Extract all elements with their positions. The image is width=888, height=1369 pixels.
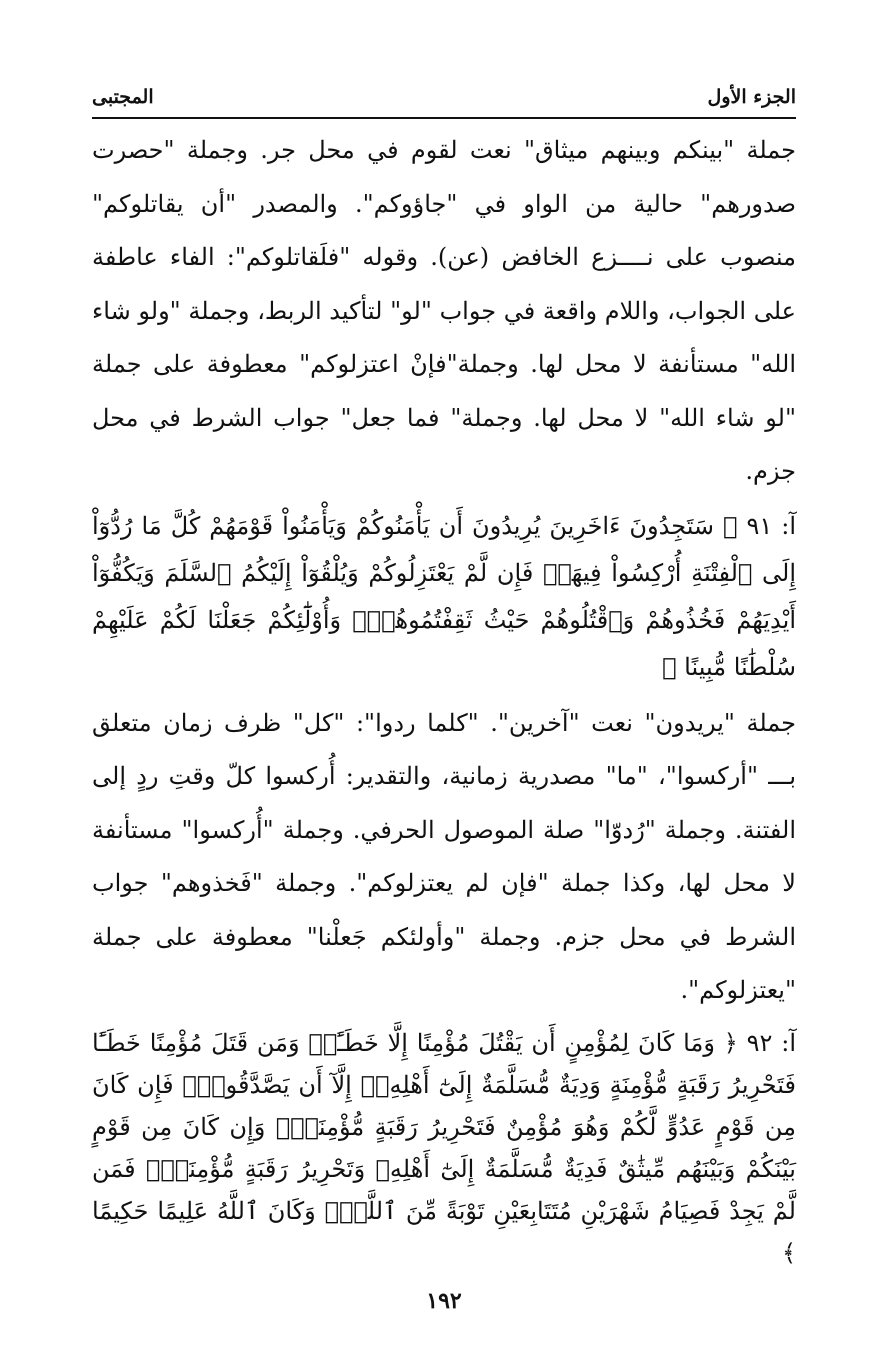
- page-number: ١٩٢: [426, 1288, 462, 1314]
- verse-91: [92, 503, 796, 691]
- verse-91-number: آ: ٩١: [746, 511, 796, 540]
- verse-91-text: ﴿ سَتَجِدُونَ ءَاخَرِينَ يُرِيدُونَ أَن يَأْمَنُوكُمْ وَيَأْمَنُواْ قَوْمَهُمْ كُلَّ مَا رُدُّوٓاْ إِلَى ٱلْفِتْنَةِ أُرْكِسُواْ فِيهَاۚ فَإِن لَّمْ يَعْتَزِلُوكُمْ وَيُلْقُوٓاْ إِلَيْكُمُ ٱلسَّلَمَ وَيَكُفُّوٓاْ أَيْدِيَهُمْ فَخُذُوهُمْ وَٱقْتُلُوهُمْ حَيْثُ ثَقِفْتُمُوهُمْۚ وَأُوْلَٰٓئِكُمْ جَعَلْنَا لَكُمْ عَلَيْهِمْ سُلْطَٰنًا مُّبِينًا ﴾: [92, 511, 796, 681]
- verse-92-number: آ: ٩٢: [746, 1028, 796, 1057]
- verse-92-text: ﴿ وَمَا كَانَ لِمُؤْمِنٍ أَن يَقْتُلَ مُؤْمِنًا إِلَّا خَطَـًٔاۚ وَمَن قَتَلَ مُؤْمِنًا خَطَـًٔا فَتَحْرِيرُ رَقَبَةٍ مُّؤْمِنَةٍ وَدِيَةٌ مُّسَلَّمَةٌ إِلَىٰٓ أَهْلِهِۦٓ إِلَّآ أَن يَصَّدَّقُواْۚ فَإِن كَانَ مِن قَوْمٍ عَدُوٍّ لَّكُمْ وَهُوَ مُؤْمِنٌ فَتَحْرِيرُ رَقَبَةٍ مُّؤْمِنَةٍۖ وَإِن كَانَ مِن قَوْمٍ بَيْنَكُمْ وَبَيْنَهُم مِّيثَٰقٌ فَدِيَةٌ مُّسَلَّمَةٌ إِلَىٰٓ أَهْلِهِۦ وَتَحْرِيرُ رَقَبَةٍ مُّؤْمِنَةٍۖ فَمَن لَّمْ يَجِدْ فَصِيَامُ شَهْرَيْنِ مُتَتَابِعَيْنِ تَوْبَةً مِّنَ ٱللَّهِۗ وَكَانَ ٱللَّهُ عَلِيمًا حَكِيمًا ﴾: [92, 1028, 796, 1267]
- grammar-paragraph-2: جملة "يريدون" نعت "آخرين". "كلما ردوا": "كل" ظرف زمان متعلق بـــ "أركسوا"، "ما" مصدرية زمانية، والتقدير: أُركسوا كلّ وقتِ ردٍ إلى الفتنة. وجملة "رُدوّا" صلة الموصول الحرفي. وجملة "أُركسوا" مستأنفة لا محل لها، وكذا جملة "فإن لم يعتزلوكم". وجملة "فَخذوهم" جواب الشرط في محل جزم. وجملة "وأولئكم جَعلْنا" معطوفة على جملة "يعتزلوكم".: [92, 708, 796, 1004]
- header-rule: [92, 117, 796, 119]
- grammar-paragraph-1: جملة "بينكم وبينهم ميثاق" نعت لقوم في محل جر. وجملة "حصرت صدورهم" حالية من الواو في "جاؤوكم". والمصدر "أن يقاتلوكم" منصوب على نــــزع الخافض (عن). وقوله "فلَقاتلوكم": الفاء عاطفة على الجواب، واللام واقعة في جواب "لو" لتأكيد الربط، وجملة "ولو شاء الله" مستأنفة لا محل لها. وجملة"فإنْ اعتزلوكم" معطوفة على جملة "لو شاء الله" لا محل لها. وجملة" فما جعل" جواب الشرط في محل جزم.: [92, 136, 796, 485]
- running-header: [92, 86, 796, 116]
- verse-92: [92, 1022, 796, 1274]
- part-label: الجزء الأول: [707, 86, 796, 108]
- book-title: المجتبى: [92, 86, 154, 108]
- page-body: [92, 124, 796, 1280]
